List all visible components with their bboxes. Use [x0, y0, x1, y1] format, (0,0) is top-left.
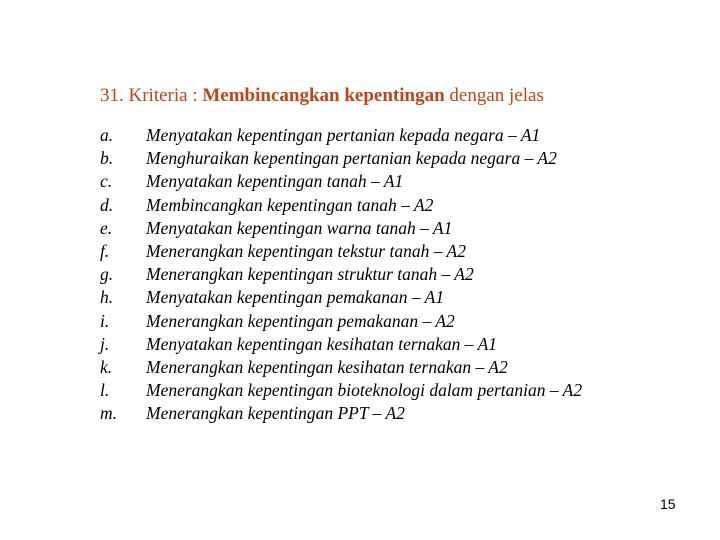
item-letter: b. — [100, 148, 114, 169]
list-item — [100, 286, 582, 309]
list-item — [100, 310, 582, 333]
title-bold: Membincangkan kepentingan — [202, 85, 445, 106]
title-suffix: dengan jelas — [444, 85, 544, 106]
item-letter: a. — [100, 125, 114, 145]
item-letter: h. — [100, 287, 114, 308]
list-item — [100, 170, 582, 193]
list-item — [100, 217, 582, 240]
item-text: Menerangkan kepentingan kesihatan ternakan – A2 — [146, 356, 508, 377]
page-number: 15 — [660, 496, 676, 512]
list-item — [100, 333, 582, 356]
list-item — [100, 124, 582, 147]
list-item — [100, 402, 582, 425]
list-item — [100, 356, 582, 379]
list-item — [100, 263, 582, 286]
list-item — [100, 240, 582, 263]
item-letter: m. — [100, 403, 118, 424]
list-item — [100, 379, 582, 402]
item-text: Menyatakan kepentingan pemakanan – A1 — [146, 287, 445, 308]
item-letter: i. — [100, 310, 110, 331]
title-prefix: 31. Kriteria : — [100, 85, 203, 106]
item-text: Membincangkan kepentingan tanah – A2 — [146, 194, 434, 215]
item-text: Menerangkan kepentingan pemakanan – A2 — [146, 310, 455, 331]
item-letter: l. — [100, 380, 110, 401]
item-text: Menghuraikan kepentingan pertanian kepada negara – A2 — [146, 148, 557, 169]
item-letter: f. — [100, 240, 110, 261]
list-item — [100, 147, 582, 170]
item-text: Menerangkan kepentingan tekstur tanah – A2 — [146, 240, 466, 261]
item-text: Menyatakan kepentingan pertanian kepada negara – A1 — [146, 125, 541, 145]
item-text: Menerangkan kepentingan bioteknologi dalam pertanian – A2 — [146, 380, 583, 401]
item-text: Menyatakan kepentingan kesihatan ternakan – A1 — [146, 333, 498, 354]
criteria-list — [100, 124, 582, 425]
item-letter: e. — [100, 217, 113, 238]
item-text: Menerangkan kepentingan PPT – A2 — [146, 403, 405, 424]
item-letter: g. — [100, 264, 114, 285]
item-text: Menerangkan kepentingan struktur tanah – A2 — [146, 264, 474, 285]
item-letter: d. — [100, 194, 114, 215]
list-item — [100, 194, 582, 217]
item-letter: c. — [100, 171, 113, 192]
item-letter: j. — [100, 333, 110, 354]
item-text: Menyatakan kepentingan warna tanah – A1 — [146, 217, 453, 238]
item-letter: k. — [100, 356, 113, 377]
slide-title — [100, 85, 544, 107]
item-text: Menyatakan kepentingan tanah – A1 — [146, 171, 404, 192]
